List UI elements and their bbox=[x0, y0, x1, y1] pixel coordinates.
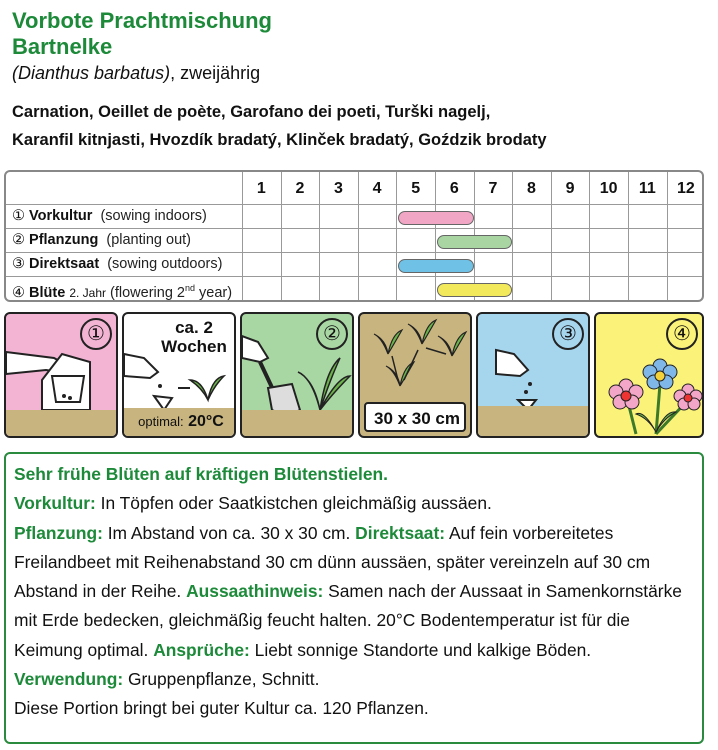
month-header: 7 bbox=[488, 180, 498, 197]
month-header: 10 bbox=[599, 180, 618, 197]
row-label-vorkultur bbox=[12, 205, 207, 227]
latin-name-italic: (Dianthus barbatus) bbox=[12, 63, 171, 83]
step-number: ② bbox=[316, 318, 348, 350]
trowel-planting-icon bbox=[242, 314, 354, 438]
product-title bbox=[12, 8, 272, 60]
month-header: 11 bbox=[638, 180, 656, 197]
step-number: ③ bbox=[552, 318, 584, 350]
month-header: 1 bbox=[256, 180, 266, 197]
row-note bbox=[110, 285, 232, 301]
pictogram-flowering bbox=[594, 312, 704, 438]
calendar-bar bbox=[398, 259, 473, 273]
step-number: ① bbox=[80, 318, 112, 350]
pictogram-sowing-outdoors bbox=[476, 312, 590, 438]
label-verwendung: Verwendung: bbox=[14, 669, 124, 690]
latin-suffix: , zweijährig bbox=[170, 63, 261, 83]
row-label-direktsaat bbox=[12, 253, 222, 275]
month-header: 12 bbox=[676, 180, 695, 197]
text-verwendung: Gruppenpflanze, Schnitt. bbox=[123, 669, 320, 690]
duration-line-2: Wochen bbox=[161, 337, 227, 356]
spacing-label: 30 x 30 cm bbox=[373, 409, 460, 428]
description-lead: Sehr frühe Blüten auf kräftigen Blütenstielen. bbox=[14, 464, 388, 484]
pictogram-strip bbox=[4, 312, 704, 440]
text-portion: Diese Portion bringt bei guter Kultur ca. 120 Pflanzen. bbox=[14, 698, 429, 719]
row-label-extra: 2. Jahr bbox=[69, 285, 106, 300]
row-num: ④ bbox=[12, 284, 25, 301]
pictogram-spacing bbox=[358, 312, 472, 438]
pictogram-germination bbox=[122, 312, 236, 438]
month-header: 4 bbox=[372, 180, 382, 197]
label-vorkultur: Vorkultur: bbox=[14, 493, 96, 514]
hand-sowing-outdoors-icon bbox=[478, 314, 590, 438]
row-num: ② bbox=[12, 232, 25, 248]
row-label: Pflanzung bbox=[29, 232, 99, 248]
flowers-icon bbox=[596, 314, 704, 438]
row-num: ① bbox=[12, 208, 25, 224]
row-note-sup: nd bbox=[184, 283, 195, 293]
row-note-post: year) bbox=[195, 284, 233, 301]
common-names-line-2: Karanfil kitnjasti, Hvozdík bradatý, Klinček bradatý, Goździk brodaty bbox=[12, 131, 547, 149]
row-note: (planting out) bbox=[106, 232, 192, 248]
optimal-temperature bbox=[128, 412, 234, 431]
title-line-1: Vorbote Prachtmischung bbox=[12, 8, 272, 33]
text-ansprueche: Liebt sonnige Standorte und kalkige Böden. bbox=[249, 639, 592, 660]
text-aussaat: Samen nach der Aussaat in Samenkornstärke mit Erde bedecken, gleichmäßig feucht halten. 20°C Bodentemperatur ist für die Keimung optimal. bbox=[14, 581, 682, 660]
label-direktsaat: Direktsaat: bbox=[355, 522, 446, 543]
text-direktsaat: Auf fein vorbereitetes Freilandbeet mit Reihenabstand 30 cm dünn aussäen, später vereinzeln auf 30 cm Abstand in der Reihe. bbox=[14, 522, 651, 602]
label-pflanzung: Pflanzung: bbox=[14, 522, 103, 543]
row-label: Direktsaat bbox=[29, 256, 100, 272]
month-header: 6 bbox=[449, 180, 459, 197]
sowing-calendar bbox=[4, 170, 704, 302]
month-header: 9 bbox=[565, 180, 575, 197]
row-label-bluete bbox=[12, 277, 232, 299]
row-note: (sowing outdoors) bbox=[107, 256, 223, 272]
label-aussaat: Aussaathinweis: bbox=[186, 581, 324, 602]
common-names bbox=[12, 98, 712, 154]
month-header: 5 bbox=[411, 180, 421, 197]
description-box bbox=[4, 452, 704, 744]
text-pflanzung: Im Abstand von ca. 30 x 30 cm. bbox=[102, 522, 356, 543]
duration-line-1: ca. 2 bbox=[175, 318, 213, 337]
optimal-value: 20°C bbox=[188, 413, 224, 430]
text-vorkultur: In Töpfen oder Saatkistchen gleichmäßig aussäen. bbox=[95, 493, 492, 514]
month-header: 3 bbox=[334, 180, 343, 197]
row-note: (sowing indoors) bbox=[100, 208, 207, 224]
latin-name bbox=[12, 62, 260, 84]
calendar-bar bbox=[437, 235, 512, 249]
step-number: ④ bbox=[666, 318, 698, 350]
row-label-pflanzung bbox=[12, 229, 191, 251]
row-note-pre: (flowering 2 bbox=[110, 284, 185, 301]
description-body bbox=[14, 489, 694, 723]
hand-sowing-pot-icon bbox=[6, 314, 118, 438]
common-names-line-1: Carnation, Oeillet de poète, Garofano dei poeti, Turški nagelj, bbox=[12, 103, 491, 121]
row-label: Vorkultur bbox=[29, 208, 93, 224]
calendar-bar bbox=[437, 283, 512, 297]
row-label: Blüte bbox=[29, 284, 66, 301]
month-header: 8 bbox=[527, 180, 536, 197]
row-num: ③ bbox=[12, 256, 25, 272]
optimal-label: optimal: bbox=[138, 414, 184, 429]
pictogram-planting-out bbox=[240, 312, 354, 438]
label-ansprueche: Ansprüche: bbox=[153, 639, 250, 660]
pictogram-sowing-indoors bbox=[4, 312, 118, 438]
title-line-2: Bartnelke bbox=[12, 34, 113, 59]
month-header: 2 bbox=[295, 180, 305, 197]
calendar-bar bbox=[398, 211, 473, 225]
